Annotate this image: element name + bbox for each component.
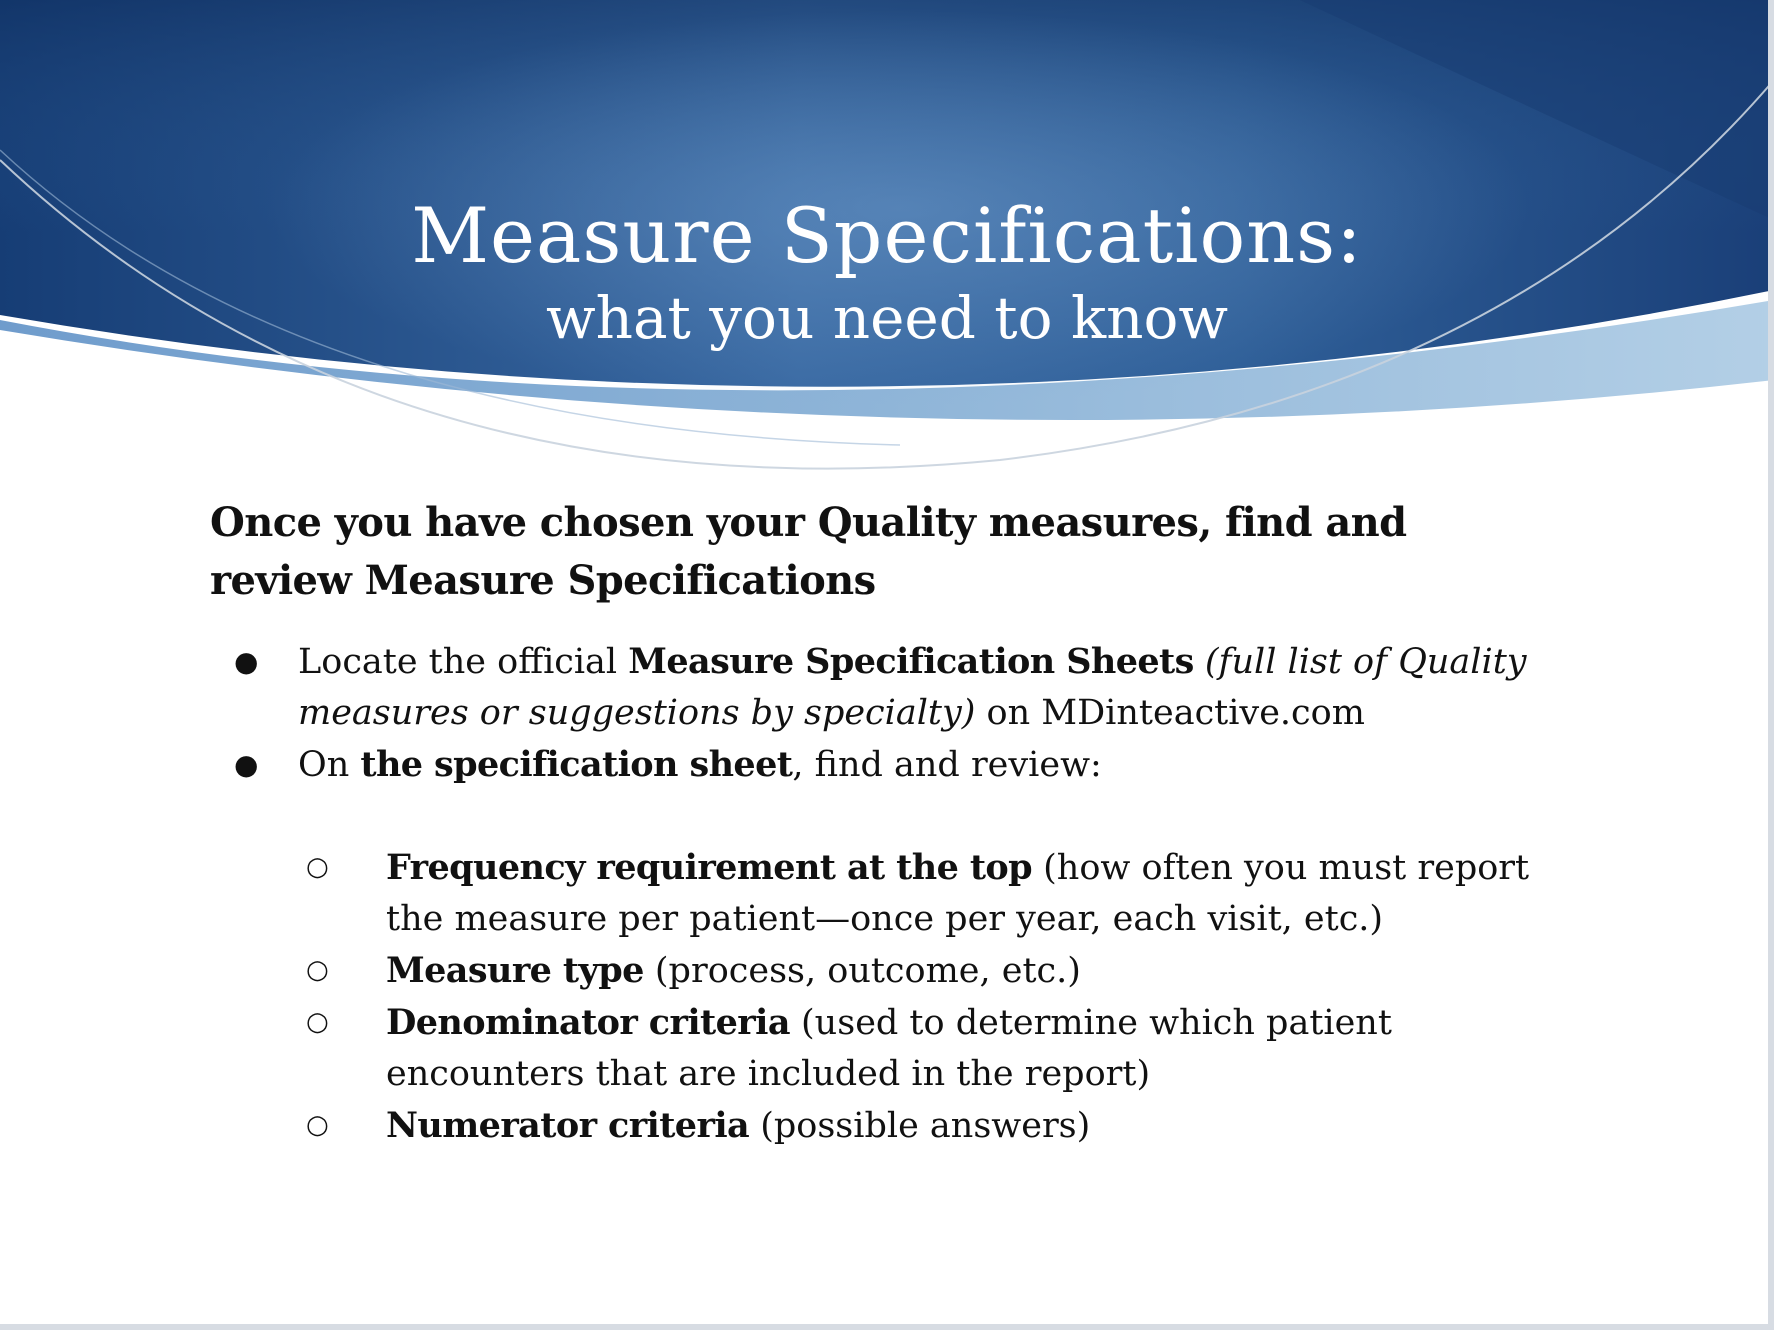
- bullet-bold-text: Measure Specification Sheets: [628, 641, 1194, 682]
- bullet-circle-icon: ○: [306, 955, 329, 985]
- slide-body: [210, 494, 1540, 1152]
- bullet-circle-icon: ○: [306, 1007, 329, 1037]
- bullet-text: On: [298, 745, 361, 785]
- bullet-item: [210, 636, 1540, 739]
- sub-bullet-text: (process, outcome, etc.): [643, 951, 1081, 991]
- bullet-text: , find and review:: [792, 745, 1102, 785]
- bullet-list: [210, 636, 1540, 791]
- slide-title: Measure Specifications:: [411, 191, 1363, 280]
- sub-bullet-item: [306, 997, 1540, 1100]
- list-spacer: [210, 791, 1540, 842]
- sub-bullet-item: [306, 945, 1540, 997]
- sub-bullet-text: (used to determine which patient encounters that are included in the report): [386, 1003, 1392, 1094]
- sub-bullet-text: (how often you must report the measure per patient—once per year, each visit, etc.): [386, 848, 1530, 939]
- sub-bullet-bold-text: Numerator criteria: [386, 1105, 750, 1146]
- slide-bottom-border: [0, 1324, 1774, 1330]
- bullet-dot-icon: ●: [234, 748, 259, 781]
- sub-bullet-bold-text: Frequency requirement at the top: [386, 847, 1033, 888]
- bullet-text: Locate the official: [298, 642, 629, 682]
- title-block: [0, 190, 1774, 354]
- bullet-circle-icon: ○: [306, 852, 329, 882]
- bullet-circle-icon: ○: [306, 1110, 329, 1140]
- bullet-bold-text: the specification sheet: [360, 744, 793, 785]
- sub-bullet-bold-text: Measure type: [386, 950, 644, 991]
- sub-bullet-item: [306, 842, 1540, 945]
- sub-bullet-text: (possible answers): [749, 1106, 1091, 1146]
- sub-bullet-item: [306, 1100, 1540, 1152]
- sub-bullet-list: [210, 842, 1540, 1152]
- slide-subtitle: what you need to know: [545, 284, 1229, 352]
- lead-paragraph: Once you have chosen your Quality measures, find and review Measure Specifications: [210, 499, 1407, 604]
- bullet-italic-text: (full list of Quality measures or suggestions by specialty): [298, 642, 1527, 733]
- bullet-dot-icon: ●: [234, 645, 259, 678]
- sub-bullet-bold-text: Denominator criteria: [386, 1002, 790, 1043]
- bullet-item: [210, 739, 1540, 791]
- slide-right-border: [1768, 0, 1774, 1330]
- bullet-text: on MDinteactive.com: [975, 693, 1365, 733]
